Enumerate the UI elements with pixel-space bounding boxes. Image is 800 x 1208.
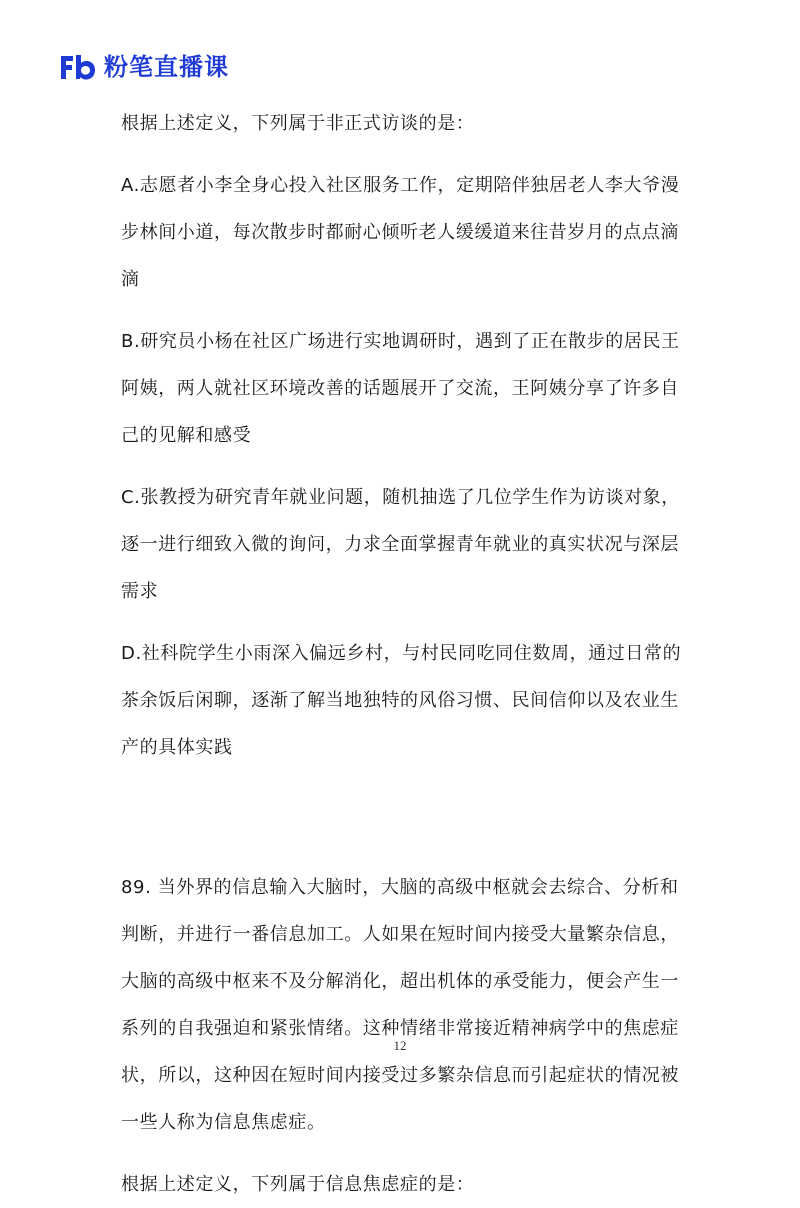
question-89-body: 89. 当外界的信息输入大脑时，大脑的高级中枢就会去综合、分析和判断，并进行一番信息加工。人如果在短时间内接受大量繁杂信息，大脑的高级中枢来不及分解消化，超出机体的承受能力，便会产生一系列的自我强迫和紧张情绪。这种情绪非常接近精神病学中的焦虑症状，所以，这种因在短时间内接受过多繁杂信息而引起症状的情况被一些人称为信息焦虑症。 bbox=[121, 877, 679, 1133]
option-c: C.张教授为研究青年就业问题，随机抽选了几位学生作为访谈对象，逐一进行细致入微的询问，力求全面掌握青年就业的真实状况与深层需求 bbox=[121, 487, 680, 602]
brand-logo bbox=[58, 50, 229, 84]
option-b: B.研究员小杨在社区广场进行实地调研时，遇到了正在散步的居民王阿姨，两人就社区环境改善的话题展开了交流，王阿姨分享了许多自己的见解和感受 bbox=[121, 331, 680, 446]
page-number: 12 bbox=[393, 1038, 407, 1053]
option-a: A.志愿者小李全身心投入社区服务工作，定期陪伴独居老人李大爷漫步林间小道，每次散步时都耐心倾听老人缓缓道来往昔岁月的点点滴滴 bbox=[121, 175, 680, 290]
fb-logo-icon bbox=[58, 52, 98, 82]
question-89-prompt: 根据上述定义，下列属于信息焦虑症的是： bbox=[121, 1174, 475, 1195]
question-prompt: 根据上述定义，下列属于非正式访谈的是： bbox=[121, 113, 475, 134]
section-gap bbox=[121, 786, 686, 864]
option-d: D.社科院学生小雨深入偏远乡村，与村民同吃同住数周，通过日常的茶余饭后闲聊，逐渐了解当地独特的风俗习惯、民间信仰以及农业生产的具体实践 bbox=[121, 643, 682, 758]
logo-text: 粉笔直播课 bbox=[104, 53, 229, 81]
